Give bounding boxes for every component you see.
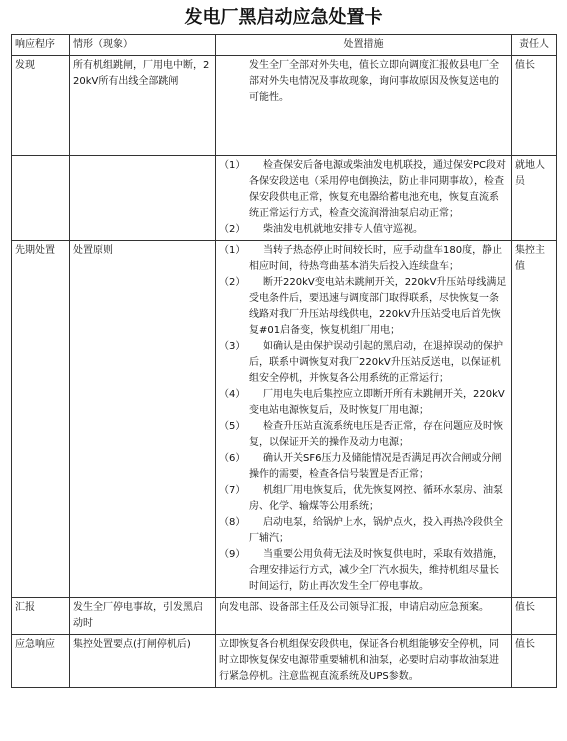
stage-cell: 先期处置 <box>12 241 70 598</box>
header-responsible: 责任人 <box>512 35 557 56</box>
measures-cell <box>216 156 512 241</box>
measure-item: （2） 柴油发电机就地安排专人值守巡视。 <box>219 224 423 235</box>
situation-cell: 处置原则 <box>70 241 216 598</box>
measures-cell <box>216 56 512 156</box>
responsible-cell: 集控主值 <box>512 241 557 598</box>
emergency-card-table <box>11 34 557 688</box>
situation-cell: 发生全厂停电事故，引发黑启动时 <box>70 598 216 635</box>
row-standby-power <box>12 156 557 241</box>
measure-item: （6） 确认开关SF6压力及储能情况是否满足再次合闸或分闸操作的需要，检查各信号装置是否正常； <box>219 453 502 480</box>
responsible-cell: 就地人员 <box>512 156 557 241</box>
header-measures: 处置措施 <box>216 35 512 56</box>
measure-item: （2） 断开220kV变电站未跳闸开关，220kV升压站母线满足受电条件后，要迅速与调度部门取得联系，尽快恢复一条线路对我厂升压站母线供电，220kV升压站受电后首先恢复#01启备变，恢复机组厂用电； <box>219 277 507 336</box>
measures-cell: 向发电部、设备部主任及公司领导汇报，申请启动应急预案。 <box>216 598 512 635</box>
measures-cell <box>216 241 512 598</box>
stage-cell: 发现 <box>12 56 70 156</box>
responsible-cell: 值长 <box>512 598 557 635</box>
stage-cell <box>12 156 70 241</box>
stage-cell: 汇报 <box>12 598 70 635</box>
stage-cell: 应急响应 <box>12 635 70 688</box>
header-situation: 情形（现象） <box>70 35 216 56</box>
measure-item: （7） 机组厂用电恢复后，优先恢复网控、循环水泵房、油泵房、化学、输煤等公用系统； <box>219 485 503 512</box>
responsible-cell: 值长 <box>512 56 557 156</box>
measure-item: （3） 如确认是由保护误动引起的黑启动，在退掉误动的保护后，联系中调恢复对我厂220kV升压站反送电，以保证机组安全停机，并恢复各公用系统的正常运行； <box>219 341 503 384</box>
responsible-cell: 值长 <box>512 635 557 688</box>
header-row <box>12 35 557 56</box>
situation-cell: 集控处置要点(打闸停机后) <box>70 635 216 688</box>
measure-item: （9） 当重要公用负荷无法及时恢复供电时，采取有效措施，合理安排运行方式，减少全厂汽水损失，维持机组尽量长时间运行，防止再次发生全厂停电事故。 <box>219 549 503 592</box>
measure-item: （1） 当转子热态停止时间较长时，应手动盘车180度，静止相应时间，待热弯曲基本消失后投入连续盘车； <box>219 245 503 272</box>
measure-item: （5） 检查升压站直流系统电压是否正常，存在问题应及时恢复，以保证开关的操作及动力电源； <box>219 421 503 448</box>
document-title: 发电厂黑启动应急处置卡 <box>184 7 383 28</box>
header-response-program: 响应程序 <box>12 35 70 56</box>
situation-cell <box>70 156 216 241</box>
row-discovery <box>12 56 557 156</box>
measures-text: 发生全厂全部对外失电，值长立即向调度汇报攸县电厂全部对外失电情况及事故现象，询问事故原因及恢复送电的可能性。 <box>249 60 499 103</box>
measure-item: （8） 启动电泵，给锅炉上水，锅炉点火，投入再热冷段供全厂辅汽； <box>219 517 503 544</box>
measure-item: （4） 厂用电失电后集控应立即断开所有未跳闸开关，220kV变电站电源恢复后，及时恢复厂用电源； <box>219 389 505 416</box>
row-early-handling <box>12 241 557 598</box>
measure-item: （1） 检查保安后备电源或柴油发电机联投，通过保安PC段对各保安段送电（采用停电倒换法，防止非同期事故），检查保安段供电正常，恢复充电器给蓄电池充电，恢复直流系统正常运行方式，检查交流润滑油泵启动正常； <box>219 160 507 219</box>
row-emergency-response <box>12 635 557 688</box>
situation-cell: 所有机组跳闸，厂用电中断，220kV所有出线全部跳闸 <box>70 56 216 156</box>
measures-cell: 立即恢复各台机组保安段供电，保证各台机组能够安全停机，同时立即恢复保安电源带重要辅机和油泵，必要时启动事故油泵进行紧急停机。注意监视直流系统及UPS参数。 <box>216 635 512 688</box>
row-report <box>12 598 557 635</box>
